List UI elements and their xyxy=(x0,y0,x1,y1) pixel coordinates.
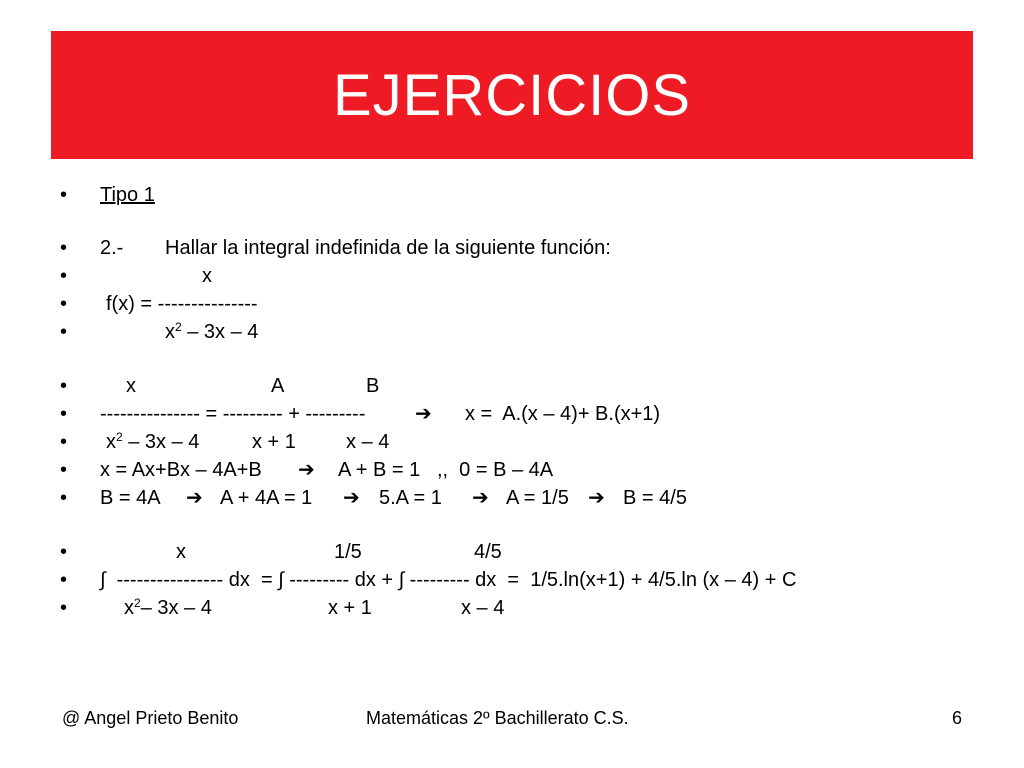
bullet: • xyxy=(60,293,68,315)
arrow-icon: ➔ xyxy=(343,487,360,509)
bullet: • xyxy=(60,375,68,397)
footer-course: Matemáticas 2º Bachillerato C.S. xyxy=(366,708,629,728)
integral-numerator-b: 4/5 xyxy=(474,541,502,563)
bullet: • xyxy=(60,237,68,259)
bullet: • xyxy=(60,487,68,509)
pf-identity: x = A.(x – 4)+ B.(x+1) xyxy=(465,403,661,425)
bullet: • xyxy=(60,184,68,206)
arrow-icon: ➔ xyxy=(415,403,432,425)
integral-denominator-3: x – 4 xyxy=(461,597,505,619)
exercise-statement: Hallar la integral indefinida de la siguiente función: xyxy=(165,237,611,259)
integral-numerator-a: 1/5 xyxy=(334,541,362,563)
pf-denominator-2: x + 1 xyxy=(252,431,296,453)
pf-numerator-a: A xyxy=(271,375,285,397)
arrow-icon: ➔ xyxy=(298,459,315,481)
function-denominator: $x^2 - 3x - 4$ xyxy=(165,320,259,343)
integral-solution: ∫ ---------------- dx = ∫ --------- dx + ∫ --------- dx = 1/5.ln(x+1) + 4/5.ln (x – 4) + C xyxy=(100,569,797,591)
arrow-icon: ➔ xyxy=(588,487,605,509)
page-number: 6 xyxy=(952,708,963,728)
footer-author: @ Angel Prieto Benito xyxy=(62,708,239,728)
bullet: • xyxy=(60,541,68,563)
arrow-icon: ➔ xyxy=(186,487,203,509)
integral-numerator-x: x xyxy=(176,541,186,563)
pf-denominator-3: x – 4 xyxy=(346,431,390,453)
pf-numerator-x: x xyxy=(126,375,136,397)
solve-step-3: 5.A = 1 xyxy=(379,487,442,509)
pf-numerator-b: B xyxy=(366,375,380,397)
bullet: • xyxy=(60,459,68,481)
solve-step-5: B = 4/5 xyxy=(623,487,687,509)
solve-step-2: A + 4A = 1 xyxy=(220,487,313,509)
solve-step-4: A = 1/5 xyxy=(506,487,569,509)
bullet: • xyxy=(60,265,68,287)
integral-denominator-2: x + 1 xyxy=(328,597,372,619)
pf-fraction-bars: --------------- = --------- + --------- xyxy=(100,403,366,425)
bullet: • xyxy=(60,431,68,453)
slide-title: EJERCICIOS xyxy=(332,62,692,128)
bullet: • xyxy=(60,403,68,425)
integral-denominator-1: $x^2-$ 3x – 4 xyxy=(124,596,212,619)
bullet: • xyxy=(60,597,68,619)
section-heading: Tipo 1 xyxy=(100,184,155,206)
bullet: • xyxy=(60,321,68,343)
solve-step-1: B = 4A xyxy=(100,487,161,509)
exercise-number: 2.- xyxy=(100,237,124,259)
function-definition: f(x) = --------------- xyxy=(106,293,258,315)
pf-denominator-1: $x^2 - 3x - 4$ xyxy=(106,430,200,453)
arrow-icon: ➔ xyxy=(472,487,489,509)
expansion: x = Ax+Bx – 4A+B xyxy=(100,459,262,481)
system-of-equations: A + B = 1 ,, 0 = B – 4A xyxy=(338,459,554,481)
function-numerator: x xyxy=(202,265,212,287)
bullet: • xyxy=(60,569,68,591)
